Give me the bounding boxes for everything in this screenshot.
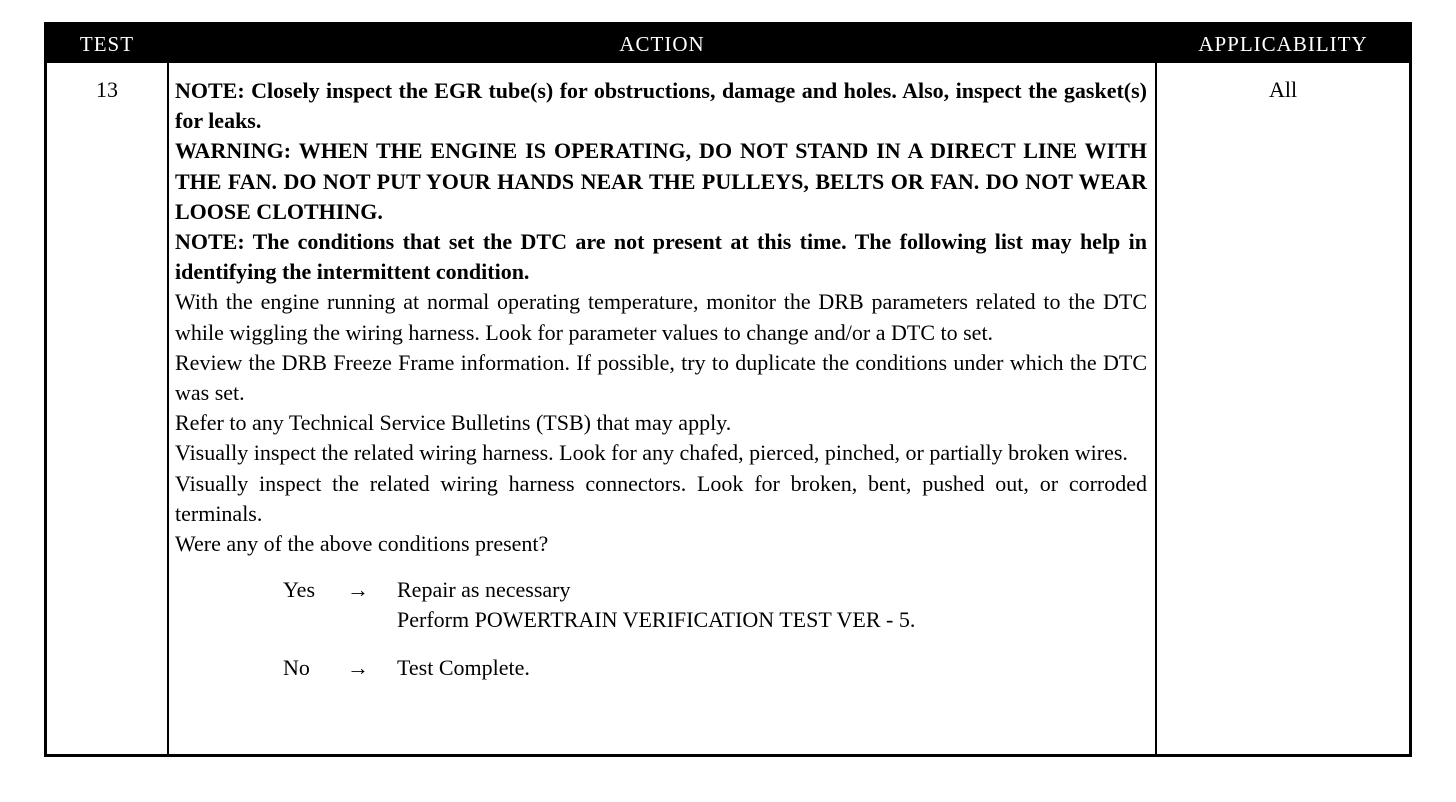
action-step: Review the DRB Freeze Frame information. If possible, try to duplicate the conditions under which the DTC was set. bbox=[175, 349, 1147, 406]
arrow-right-icon: → bbox=[347, 577, 369, 603]
column-divider bbox=[167, 63, 169, 754]
action-note: NOTE: Closely inspect the EGR tube(s) for obstructions, damage and holes. Also, inspect the gasket(s) for leaks. bbox=[175, 78, 1147, 134]
action-note: NOTE: The conditions that set the DTC are not present at this time. The following list may help in identifying the intermittent condition. bbox=[175, 229, 1147, 285]
table-header bbox=[47, 25, 1409, 63]
no-branch bbox=[175, 653, 1147, 685]
header-applicability: APPLICABILITY bbox=[1198, 32, 1368, 56]
header-action: ACTION bbox=[619, 32, 705, 56]
yes-result bbox=[397, 575, 915, 635]
yes-branch bbox=[175, 575, 1147, 635]
no-result: Test Complete. bbox=[397, 655, 530, 681]
header-test: TEST bbox=[79, 32, 135, 56]
yes-label: Yes bbox=[283, 577, 316, 603]
test-number: 13 bbox=[96, 77, 118, 102]
action-step: With the engine running at normal operating temperature, monitor the DRB parameters related to the DTC while wiggling the wiring harness. Look for parameter values to change and/or a DTC to set. bbox=[175, 289, 1147, 345]
no-label: No bbox=[283, 655, 310, 681]
action-step: Refer to any Technical Service Bulletins (TSB) that may apply. bbox=[175, 410, 732, 436]
yes-result-line: Repair as necessary bbox=[397, 577, 571, 603]
procedure-table bbox=[44, 22, 1412, 757]
applicability-value: All bbox=[1268, 77, 1298, 102]
yes-result-line: Perform POWERTRAIN VERIFICATION TEST VER - 5. bbox=[397, 607, 916, 633]
column-divider bbox=[1155, 63, 1157, 754]
action-cell bbox=[175, 76, 1147, 685]
action-warning: WARNING: WHEN THE ENGINE IS OPERATING, DO NOT STAND IN A DIRECT LINE WITH THE FAN. DO NOT PUT YOUR HANDS NEAR THE PULLEYS, BELTS OR FAN. DO NOT WEAR LOOSE CLOTHING. bbox=[175, 138, 1147, 224]
arrow-right-icon: → bbox=[347, 655, 369, 681]
action-question: Were any of the above conditions present? bbox=[175, 531, 549, 557]
action-step: Visually inspect the related wiring harness connectors. Look for broken, bent, pushed out, or corroded terminals. bbox=[175, 470, 1147, 526]
action-step: Visually inspect the related wiring harness. Look for any chafed, pierced, pinched, or partially broken wires. bbox=[175, 440, 1128, 466]
